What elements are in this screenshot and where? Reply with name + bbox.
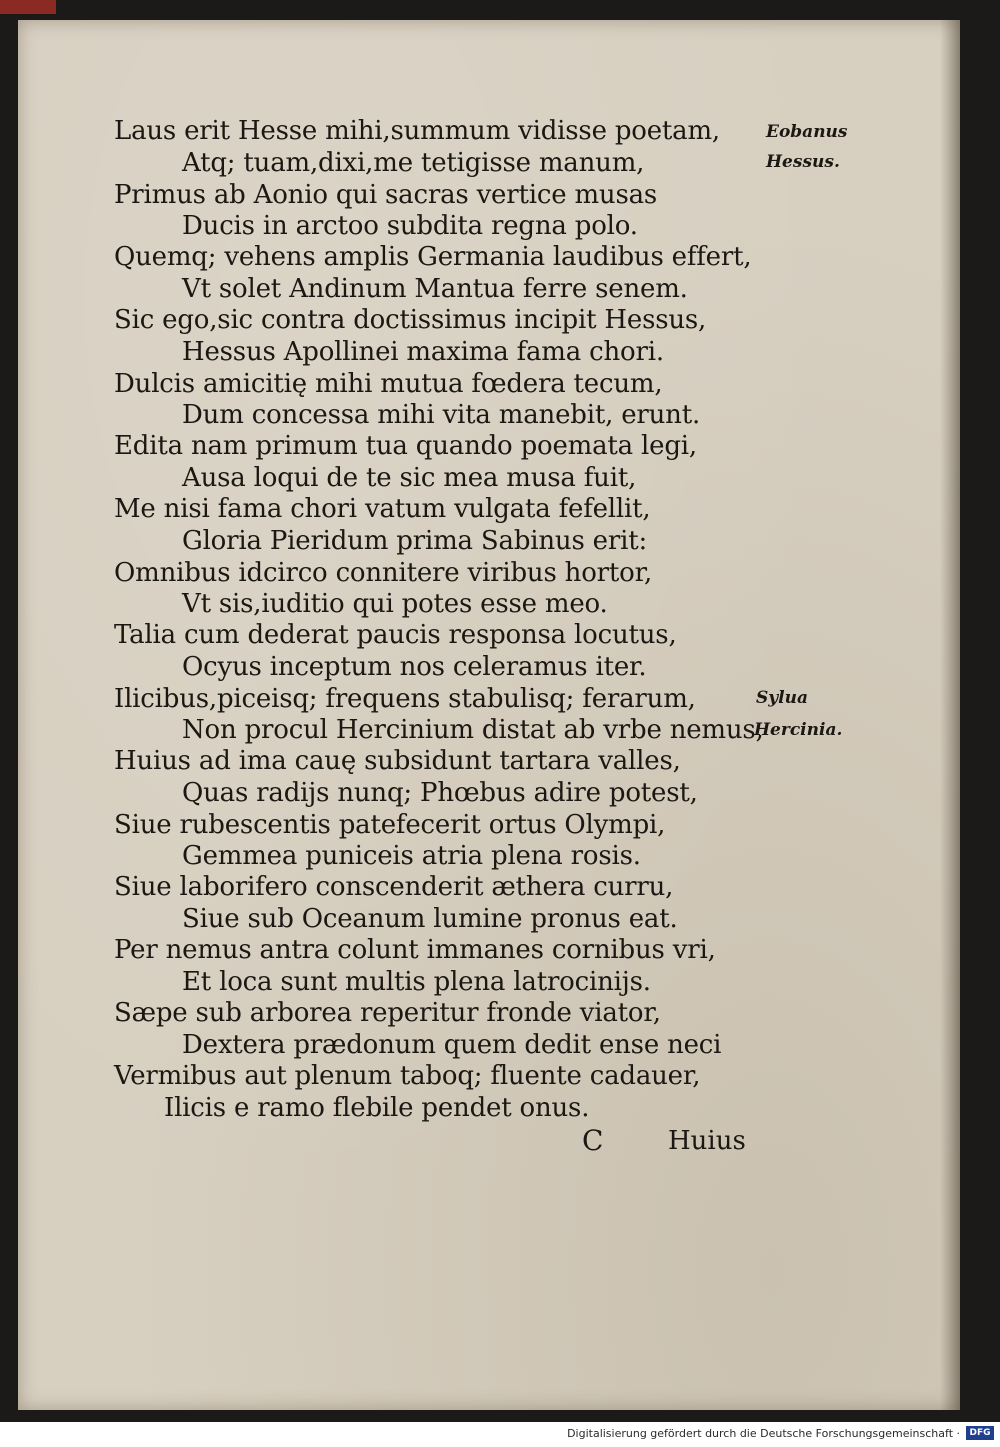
verse-line: Ausa loqui de te sic mea musa fuit, [182,463,637,493]
verse-line: Laus erit Hesse mihi,summum vidisse poetam, [114,116,720,146]
marginal-note-hessus: Hessus. [766,152,840,172]
verse-line: Gloria Pieridum prima Sabinus erit: [182,526,648,556]
verse-line: Dum concessa mihi vita manebit, erunt. [182,400,701,430]
verse-line: Siue sub Oceanum lumine pronus eat. [182,904,678,934]
dfg-logo-icon[interactable]: DFG [966,1426,994,1440]
verse-line: Et loca sunt multis plena latrocinijs. [182,967,651,997]
funding-notice: Digitalisierung gefördert durch die Deutsche Forschungsgemeinschaft · [567,1427,960,1440]
verse-line: Vermibus aut plenum taboq; fluente cadauer, [114,1061,701,1091]
signature-mark: C [582,1124,604,1157]
verse-line: Ilicis e ramo flebile pendet onus. [164,1093,590,1123]
verse-line: Gemmea puniceis atria plena rosis. [182,841,641,871]
verse-line: Sæpe sub arborea reperitur fronde viator, [114,998,661,1028]
verse-line: Atq; tuam,dixi,me tetigisse manum, [182,148,645,178]
catchword: Huius [668,1126,746,1156]
verse-line: Talia cum dederat paucis responsa locutus, [114,620,677,650]
verse-line: Ducis in arctoo subdita regna polo. [182,211,638,241]
verse-line: Per nemus antra colunt immanes cornibus vri, [114,935,716,965]
verse-line: Siue laborifero conscenderit æthera curru, [114,872,674,902]
marginal-note-hercinia: Hercinia. [754,720,843,740]
verse-line: Dulcis amicitię mihi mutua fœdera tecum, [114,369,663,399]
verse-line: Siue rubescentis patefecerit ortus Olympi, [114,810,666,840]
verse-line: Non procul Hercinium distat ab vrbe nemus, [182,715,764,745]
verse-line: Hessus Apollinei maxima fama chori. [182,337,664,367]
verse-line: Sic ego,sic contra doctissimus incipit Hessus, [114,305,707,335]
verse-line: Vt sis,iuditio qui potes esse meo. [182,589,608,619]
verse-line: Huius ad ima cauę subsidunt tartara valles, [114,746,681,776]
verse-line: Ilicibus,piceisq; frequens stabulisq; ferarum, [114,684,696,714]
verse-line: Dextera prædonum quem dedit ense neci [182,1030,722,1060]
marginal-note-sylua: Sylua [756,688,808,708]
verse-line: Me nisi fama chori vatum vulgata fefellit, [114,494,651,524]
verse-line: Edita nam primum tua quando poemata legi, [114,431,697,461]
footer-bar [0,1422,1000,1447]
verse-line: Quas radijs nunq; Phœbus adire potest, [182,778,698,808]
verse-line: Omnibus idcirco connitere viribus hortor, [114,558,653,588]
verse-line: Quemq; vehens amplis Germania laudibus effert, [114,242,752,272]
verse-line: Ocyus inceptum nos celeramus iter. [182,652,647,682]
binding-shadow [940,20,960,1410]
marginal-note-eobanus: Eobanus [766,122,848,142]
book-edge-red [0,0,56,14]
verse-line: Vt solet Andinum Mantua ferre senem. [182,274,688,304]
verse-line: Primus ab Aonio qui sacras vertice musas [114,180,658,210]
